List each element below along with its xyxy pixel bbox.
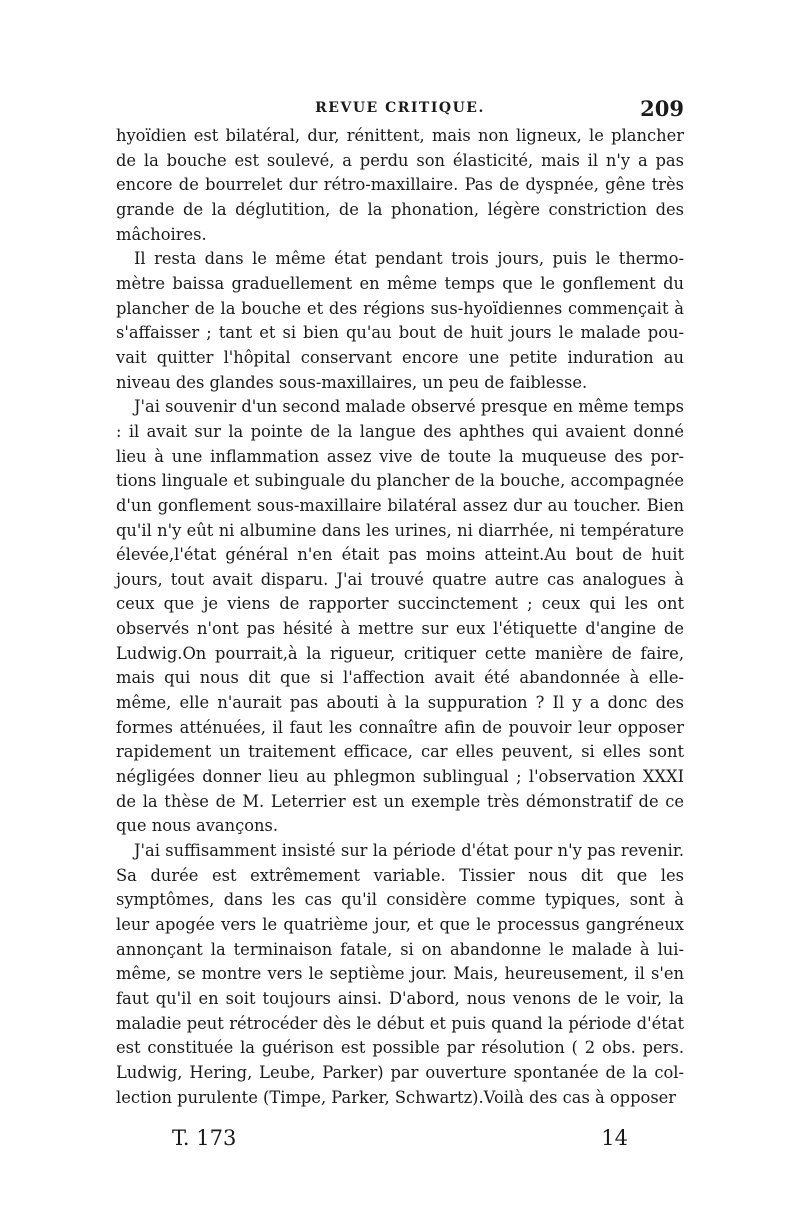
- footer: [116, 1126, 684, 1156]
- running-head: [116, 96, 684, 124]
- paragraph: J'ai suffisamment insisté sur la période d'état pour n'y pas revenir. Sa durée est extrêmement variable. Tissier nous dit que les symptômes, dans les cas qu'il considère comme typiques, sont à leur apogée vers le quatrième jour, et que le processus gangréneux annonçant la terminaison fatale, si on abandonne le malade à lui-même, se montre vers le septième jour. Mais, heureusement, il s'en faut qu'il en soit toujours ainsi. D'abord, nous venons de le voir, la maladie peut rétrocéder dès le début et puis quand la période d'état est constituée la guérison est possible par résolution ( 2 obs. pers. Ludwig, Hering, Leube, Parker) par ouverture spontanée de la collection purulente (Timpe, Parker, Schwartz).Voilà des cas à opposer: [116, 841, 684, 1107]
- paragraph: Il resta dans le même état pendant trois jours, puis le thermomètre baissa graduellement en même temps que le gonflement du plancher de la bouche et des régions sus-hyoïdiennes commençait à s'affaisser ; tant et si bien qu'au bout de huit jours le malade pouvait quitter l'hôpital conservant encore une petite induration au niveau des glandes sous-maxillaires, un peu de faiblesse.: [116, 249, 684, 392]
- running-title: REVUE CRITIQUE.: [315, 100, 485, 116]
- body-text: [116, 124, 684, 1110]
- signature-mark-right: 14: [601, 1126, 628, 1150]
- signature-mark-left: T. 173: [172, 1126, 237, 1150]
- paragraph: J'ai souvenir d'un second malade observé presque en même temps : il avait sur la pointe de la langue des aphthes qui avaient donné lieu à une inflammation assez vive de toute la muqueuse des portions linguale et subinguale du plancher de la bouche, accompagnée d'un gonflement sous-maxillaire bilatéral assez dur au toucher. Bien qu'il n'y eût ni albumine dans les urines, ni diarrhée, ni température élevée,l'état général n'en était pas moins atteint.Au bout de huit jours, tout avait disparu. J'ai trouvé quatre autre cas analogues à ceux que je viens de rapporter succinctement ; ceux qui les ont observés n'ont pas hésité à mettre sur eux l'étiquette d'angine de Ludwig.On pourrait,à la rigueur, critiquer cette manière de faire, mais qui nous dit que si l'affection avait été abandonnée à elle-même, elle n'aurait pas abouti à la suppuration ? Il y a donc des formes atténuées, il faut les connaître afin de pouvoir leur opposer rapidement un traitement efficace, car elles peuvent, si elles sont négligées donner lieu au phlegmon sublingual ; l'observation XXXI de la thèse de M. Leterrier est un exemple très démonstratif de ce que nous avançons.: [116, 397, 684, 836]
- paragraph-continued: hyoïdien est bilatéral, dur, rénittent, mais non ligneux, le plancher de la bouche est soulevé, a perdu son élasticité, mais il n'y a pas encore de bourrelet dur rétro-maxillaire. Pas de dyspnée, gêne très grande de la déglutition, de la phonation, légère constriction des mâchoires.: [116, 126, 684, 244]
- page-number: 209: [640, 96, 684, 121]
